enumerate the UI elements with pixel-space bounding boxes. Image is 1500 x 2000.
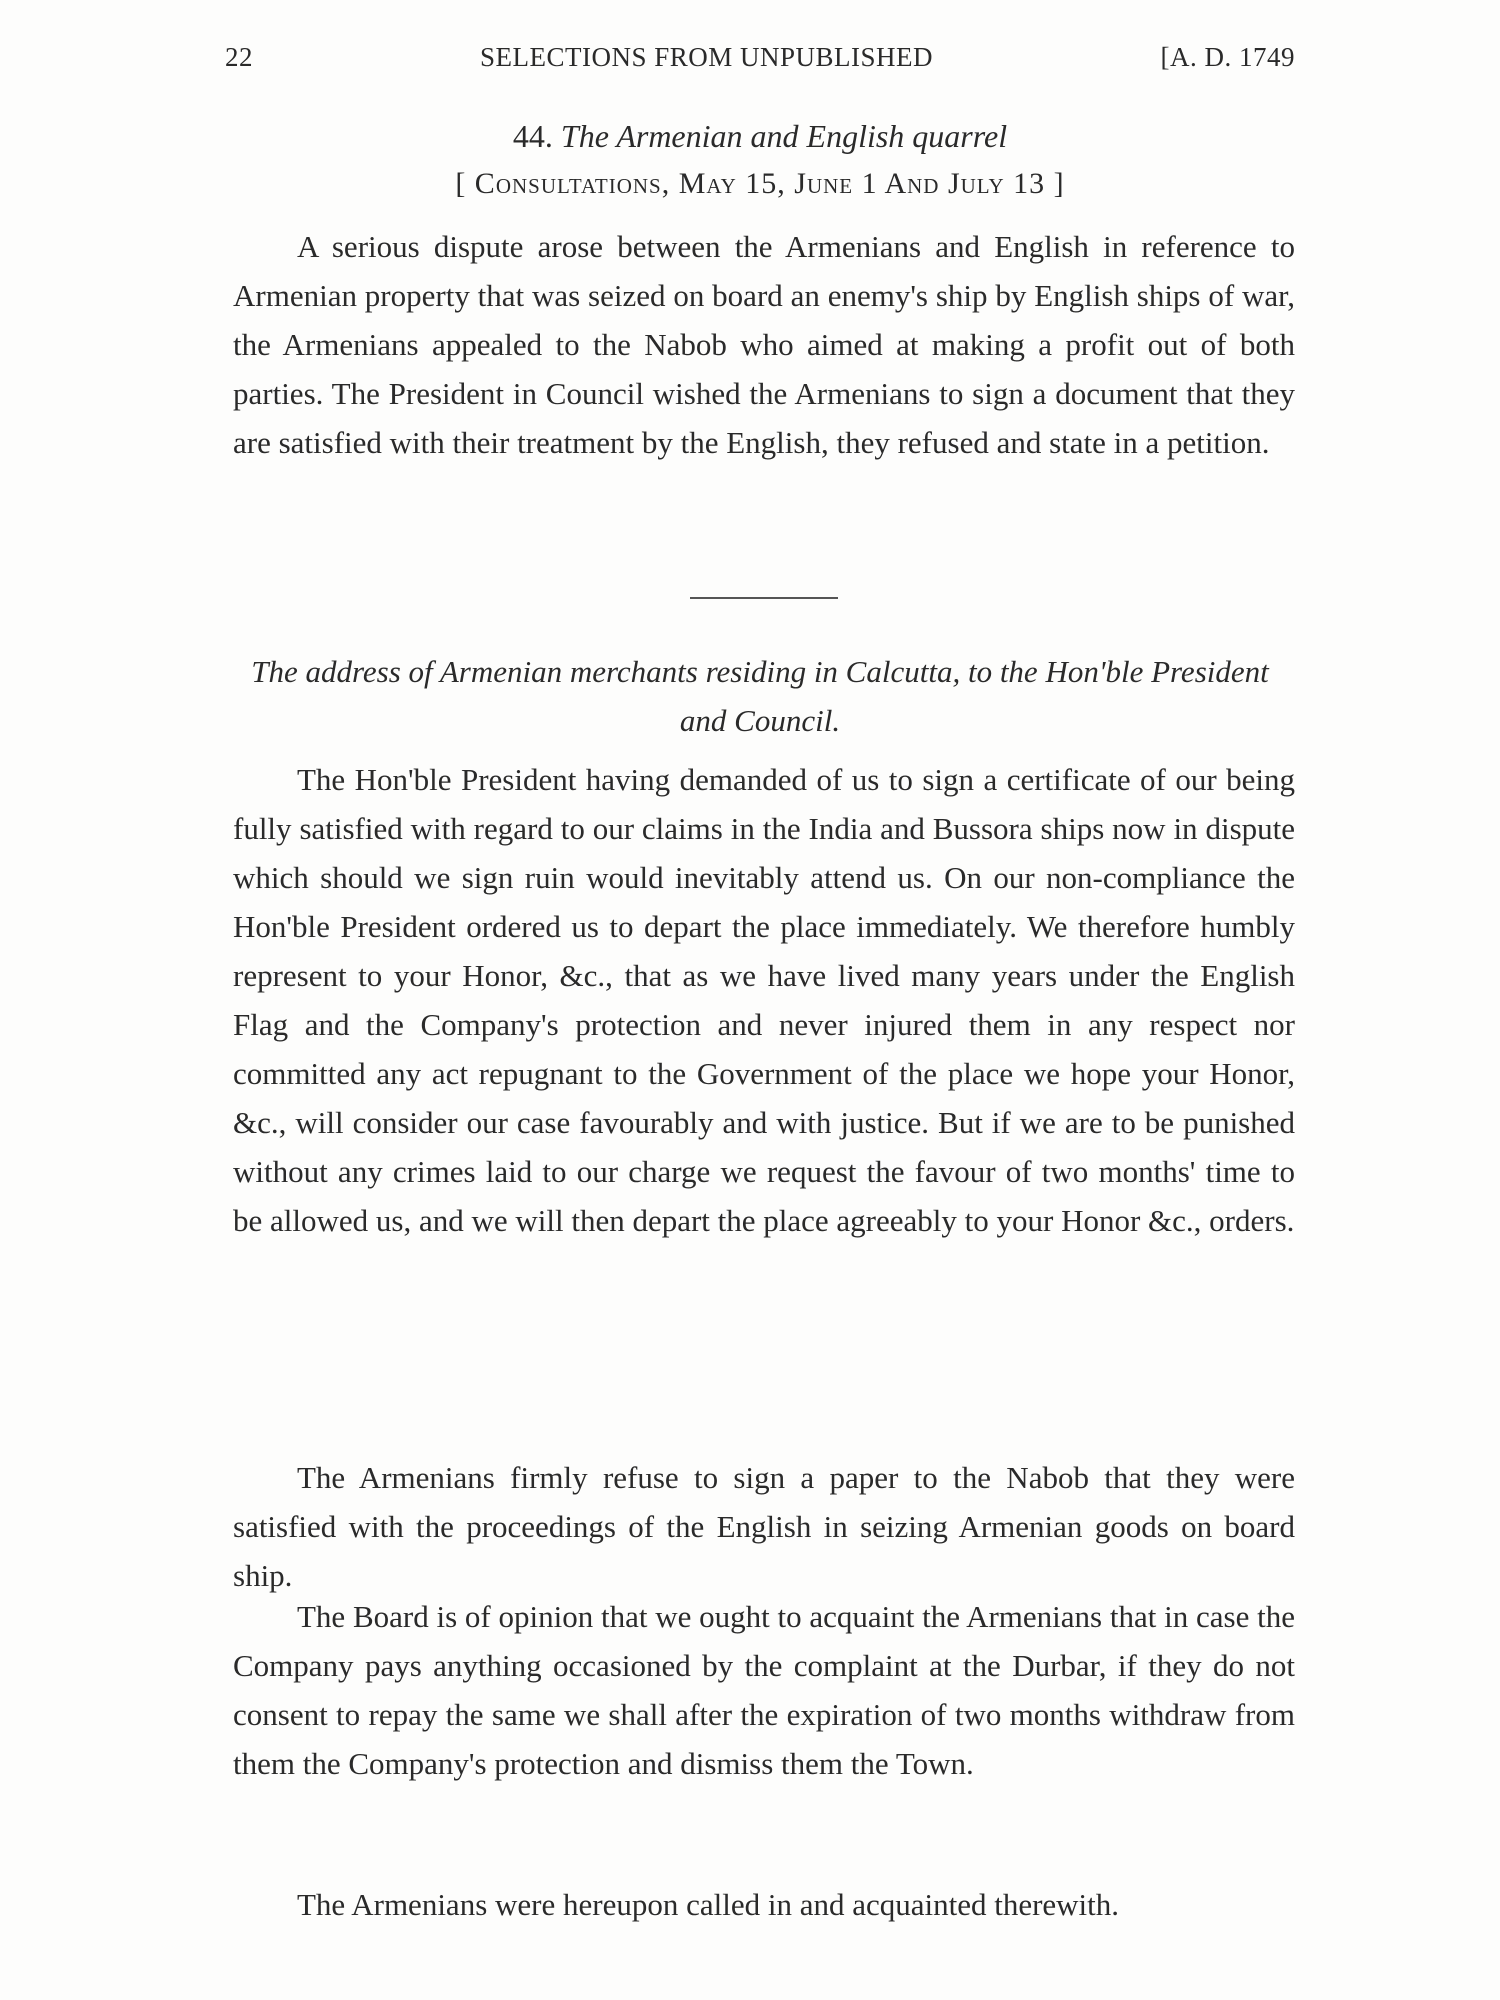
body-paragraph-refusal: The Armenians firmly refuse to sign a paper to the Nabob that they were satisfied with the proceedings of the English in seizing Armenian goods on board ship. [233,1460,1295,1593]
page-number: 22 [225,42,253,72]
body-paragraph-board-opinion: The Board is of opinion that we ought to acquaint the Armenians that in case the Company pays anything occasioned by the complaint at the Durbar, if they do not consent to repay the same we shall after the expiration of two months withdraw from them the Company's protection and dismiss them the Town. [233,1599,1295,1781]
address-title: The address of Armenian merchants residing in Calcutta, to the Hon'ble President and Council. [251,654,1269,738]
section-subtitle: [ Consultations, May 15, June 1 And July 13 ] [455,167,1065,200]
summary-paragraph: A serious dispute arose between the Armenians and English in reference to Armenian property that was seized on board an enemy's ship by English ships of war, the Armenians appealed to the Nabob who aimed at making a profit out of both parties. The President in Council wished the Armenians to sign a document that they are satisfied with their treatment by the English, they refused and state in a petition. [233,229,1295,460]
body-paragraph-conclusion: The Armenians were hereupon called in and acquainted therewith. [297,1887,1120,1922]
section-heading [225,112,1295,160]
running-head [225,42,1295,82]
section-number: 44. [512,118,553,154]
section-title: The Armenian and English quarrel [560,118,1008,154]
running-head-year: [A. D. 1749 [1160,42,1295,72]
section-divider [690,597,838,599]
address-paragraph: The Hon'ble President having demanded of us to sign a certificate of our being fully satisfied with regard to our claims in the India and Bussora ships now in dispute which should we sign ruin would inevitably attend us. On our non-compliance the Hon'ble President ordered us to depart the place immediately. We therefore humbly represent to your Honor, &c., that as we have lived many years under the English Flag and the Company's protection and never injured them in any respect nor committed any act repugnant to the Government of the place we hope your Honor, &c., will consider our case favourably and with justice. But if we are to be punished without any crimes laid to our charge we request the favour of two months' time to be allowed us, and we will then depart the place agreeably to your Honor &c., orders. [233,762,1295,1238]
running-head-title: SELECTIONS FROM UNPUBLISHED [480,42,934,72]
